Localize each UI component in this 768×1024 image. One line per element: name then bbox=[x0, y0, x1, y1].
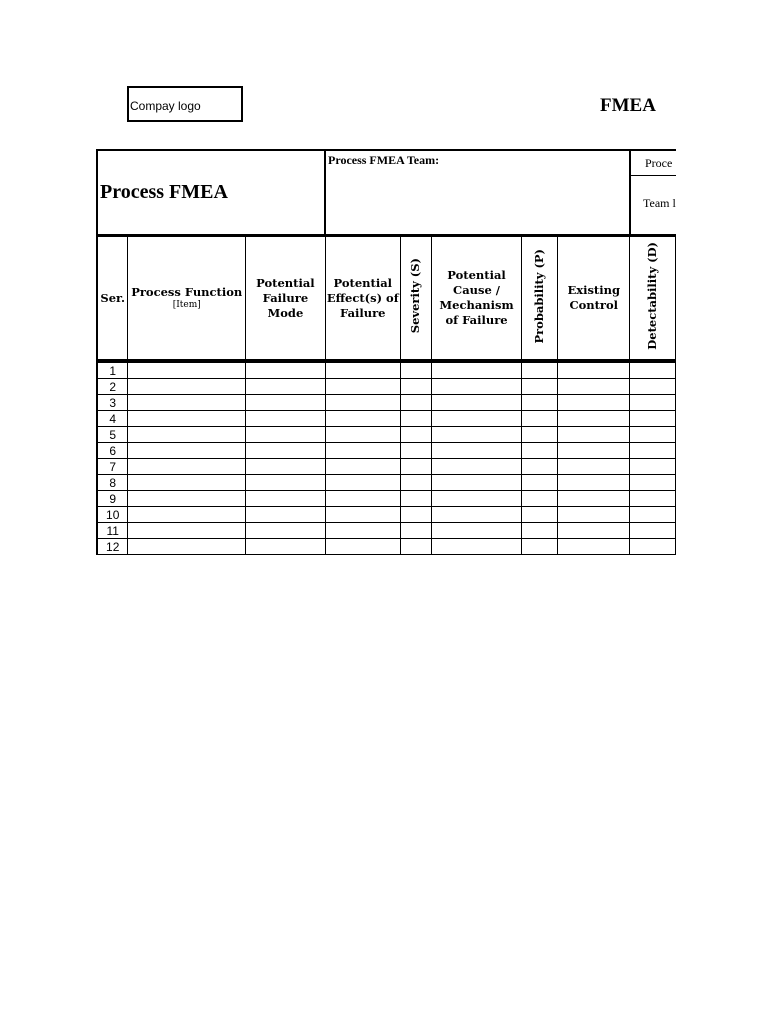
table-cell[interactable] bbox=[522, 539, 558, 555]
table-row bbox=[97, 443, 676, 459]
table-cell[interactable] bbox=[630, 427, 676, 443]
table-cell[interactable] bbox=[325, 491, 400, 507]
table-cell[interactable] bbox=[431, 379, 522, 395]
table-row bbox=[97, 459, 676, 475]
header-right-cells bbox=[631, 151, 676, 234]
table-cell[interactable] bbox=[245, 523, 325, 539]
table-cell[interactable] bbox=[558, 539, 630, 555]
table-cell[interactable] bbox=[431, 443, 522, 459]
table-cell[interactable] bbox=[522, 459, 558, 475]
table-cell[interactable] bbox=[128, 539, 246, 555]
col-ser: Ser. bbox=[97, 237, 128, 362]
table-cell[interactable] bbox=[522, 361, 558, 379]
table-cell[interactable] bbox=[325, 459, 400, 475]
table-cell[interactable] bbox=[400, 379, 431, 395]
table-cell[interactable] bbox=[325, 443, 400, 459]
table-row bbox=[97, 395, 676, 411]
row-number: 7 bbox=[97, 459, 128, 475]
col-probability: Probability (P) bbox=[522, 237, 558, 362]
table-cell[interactable] bbox=[558, 427, 630, 443]
table-cell[interactable] bbox=[400, 427, 431, 443]
table-cell[interactable] bbox=[630, 443, 676, 459]
table-cell[interactable] bbox=[128, 411, 246, 427]
col-cause: Potential Cause / Mechanism of Failure bbox=[431, 237, 522, 362]
table-cell[interactable] bbox=[558, 491, 630, 507]
header-title-cell bbox=[98, 151, 326, 234]
table-cell[interactable] bbox=[245, 475, 325, 491]
table-cell[interactable] bbox=[245, 427, 325, 443]
process-cell[interactable]: Proce bbox=[631, 151, 676, 176]
table-cell[interactable] bbox=[431, 427, 522, 443]
col-process-function: Process Function [Item] bbox=[128, 237, 246, 362]
table-cell[interactable] bbox=[630, 379, 676, 395]
table-cell[interactable] bbox=[558, 523, 630, 539]
table-cell[interactable] bbox=[431, 539, 522, 555]
table-cell[interactable] bbox=[431, 507, 522, 523]
col-process-function-sub: [Item] bbox=[172, 300, 201, 310]
table-cell[interactable] bbox=[400, 459, 431, 475]
table-cell[interactable] bbox=[522, 523, 558, 539]
row-number: 2 bbox=[97, 379, 128, 395]
table-cell[interactable] bbox=[325, 539, 400, 555]
column-header-row bbox=[97, 237, 676, 362]
row-number: 12 bbox=[97, 539, 128, 555]
table-cell[interactable] bbox=[128, 395, 246, 411]
table-cell[interactable] bbox=[431, 523, 522, 539]
table-cell[interactable] bbox=[522, 427, 558, 443]
table-cell[interactable] bbox=[558, 475, 630, 491]
row-number: 5 bbox=[97, 427, 128, 443]
table-cell[interactable] bbox=[522, 395, 558, 411]
col-failure-mode: Potential Failure Mode bbox=[245, 237, 325, 362]
table-cell[interactable] bbox=[128, 379, 246, 395]
table-cell[interactable] bbox=[325, 395, 400, 411]
form-title: Process FMEA bbox=[100, 181, 228, 203]
table-cell[interactable] bbox=[400, 491, 431, 507]
table-cell[interactable] bbox=[558, 361, 630, 379]
table-cell[interactable] bbox=[630, 361, 676, 379]
table-cell[interactable] bbox=[128, 523, 246, 539]
table-cell[interactable] bbox=[522, 491, 558, 507]
table-cell[interactable] bbox=[245, 443, 325, 459]
table-cell[interactable] bbox=[431, 411, 522, 427]
table-cell[interactable] bbox=[128, 491, 246, 507]
table-cell[interactable] bbox=[400, 523, 431, 539]
table-cell[interactable] bbox=[522, 475, 558, 491]
table-cell[interactable] bbox=[522, 379, 558, 395]
table-cell[interactable] bbox=[630, 395, 676, 411]
table-cell[interactable] bbox=[325, 507, 400, 523]
team-leader-cell[interactable]: Team l bbox=[643, 196, 676, 210]
col-severity: Severity (S) bbox=[400, 237, 431, 362]
table-body bbox=[97, 361, 676, 555]
table-cell[interactable] bbox=[245, 491, 325, 507]
row-number: 10 bbox=[97, 507, 128, 523]
table-cell[interactable] bbox=[630, 539, 676, 555]
table-cell[interactable] bbox=[128, 459, 246, 475]
row-number: 8 bbox=[97, 475, 128, 491]
row-number: 1 bbox=[97, 361, 128, 379]
table-cell[interactable] bbox=[522, 443, 558, 459]
table-cell[interactable] bbox=[400, 475, 431, 491]
document-title: FMEA bbox=[600, 95, 656, 116]
table-cell[interactable] bbox=[431, 491, 522, 507]
table-cell[interactable] bbox=[128, 475, 246, 491]
table-cell[interactable] bbox=[245, 539, 325, 555]
table-row bbox=[97, 361, 676, 379]
table-cell[interactable] bbox=[558, 395, 630, 411]
col-detectability: Detectability (D) bbox=[630, 237, 676, 362]
table-row bbox=[97, 475, 676, 491]
table-cell[interactable] bbox=[400, 539, 431, 555]
table-cell[interactable] bbox=[400, 443, 431, 459]
row-number: 4 bbox=[97, 411, 128, 427]
table-cell[interactable] bbox=[522, 507, 558, 523]
table-cell[interactable] bbox=[630, 459, 676, 475]
table-cell[interactable] bbox=[400, 395, 431, 411]
table-row bbox=[97, 411, 676, 427]
team-cell[interactable] bbox=[326, 151, 631, 234]
table-cell[interactable] bbox=[245, 395, 325, 411]
table-cell[interactable] bbox=[558, 507, 630, 523]
table-cell[interactable] bbox=[630, 523, 676, 539]
table-cell[interactable] bbox=[325, 427, 400, 443]
form-header bbox=[96, 149, 676, 234]
table-cell[interactable] bbox=[245, 379, 325, 395]
row-number: 11 bbox=[97, 523, 128, 539]
table-cell[interactable] bbox=[630, 507, 676, 523]
table-row bbox=[97, 491, 676, 507]
table-cell[interactable] bbox=[630, 491, 676, 507]
table-cell[interactable] bbox=[558, 379, 630, 395]
table-cell[interactable] bbox=[400, 507, 431, 523]
table-cell[interactable] bbox=[431, 459, 522, 475]
table-cell[interactable] bbox=[128, 427, 246, 443]
table-cell[interactable] bbox=[431, 361, 522, 379]
table-cell[interactable] bbox=[245, 459, 325, 475]
table-row bbox=[97, 539, 676, 555]
table-cell[interactable] bbox=[558, 411, 630, 427]
table-row bbox=[97, 523, 676, 539]
table-row bbox=[97, 507, 676, 523]
table-cell[interactable] bbox=[630, 475, 676, 491]
table-cell[interactable] bbox=[630, 411, 676, 427]
row-number: 6 bbox=[97, 443, 128, 459]
table-cell[interactable] bbox=[400, 411, 431, 427]
table-cell[interactable] bbox=[400, 361, 431, 379]
table-row bbox=[97, 379, 676, 395]
table-cell[interactable] bbox=[128, 361, 246, 379]
table-cell[interactable] bbox=[558, 443, 630, 459]
fmea-form bbox=[96, 149, 676, 569]
table-cell[interactable] bbox=[325, 379, 400, 395]
col-existing-control: Existing Control bbox=[558, 237, 630, 362]
col-effects: Potential Effect(s) of Failure bbox=[325, 237, 400, 362]
table-cell[interactable] bbox=[431, 395, 522, 411]
table-cell[interactable] bbox=[325, 411, 400, 427]
table-cell[interactable] bbox=[325, 361, 400, 379]
table-row bbox=[97, 427, 676, 443]
team-label: Process FMEA Team: bbox=[328, 153, 440, 167]
table-cell[interactable] bbox=[558, 459, 630, 475]
table-cell[interactable] bbox=[522, 411, 558, 427]
table-cell[interactable] bbox=[325, 523, 400, 539]
table-cell[interactable] bbox=[431, 475, 522, 491]
table-cell[interactable] bbox=[128, 443, 246, 459]
table-cell[interactable] bbox=[128, 507, 246, 523]
fmea-table bbox=[96, 236, 676, 555]
table-cell[interactable] bbox=[245, 507, 325, 523]
company-logo-text: Compay logo bbox=[130, 99, 201, 113]
table-cell[interactable] bbox=[245, 361, 325, 379]
row-number: 3 bbox=[97, 395, 128, 411]
company-logo-box bbox=[127, 86, 243, 122]
table-cell[interactable] bbox=[325, 475, 400, 491]
row-number: 9 bbox=[97, 491, 128, 507]
table-cell[interactable] bbox=[245, 411, 325, 427]
